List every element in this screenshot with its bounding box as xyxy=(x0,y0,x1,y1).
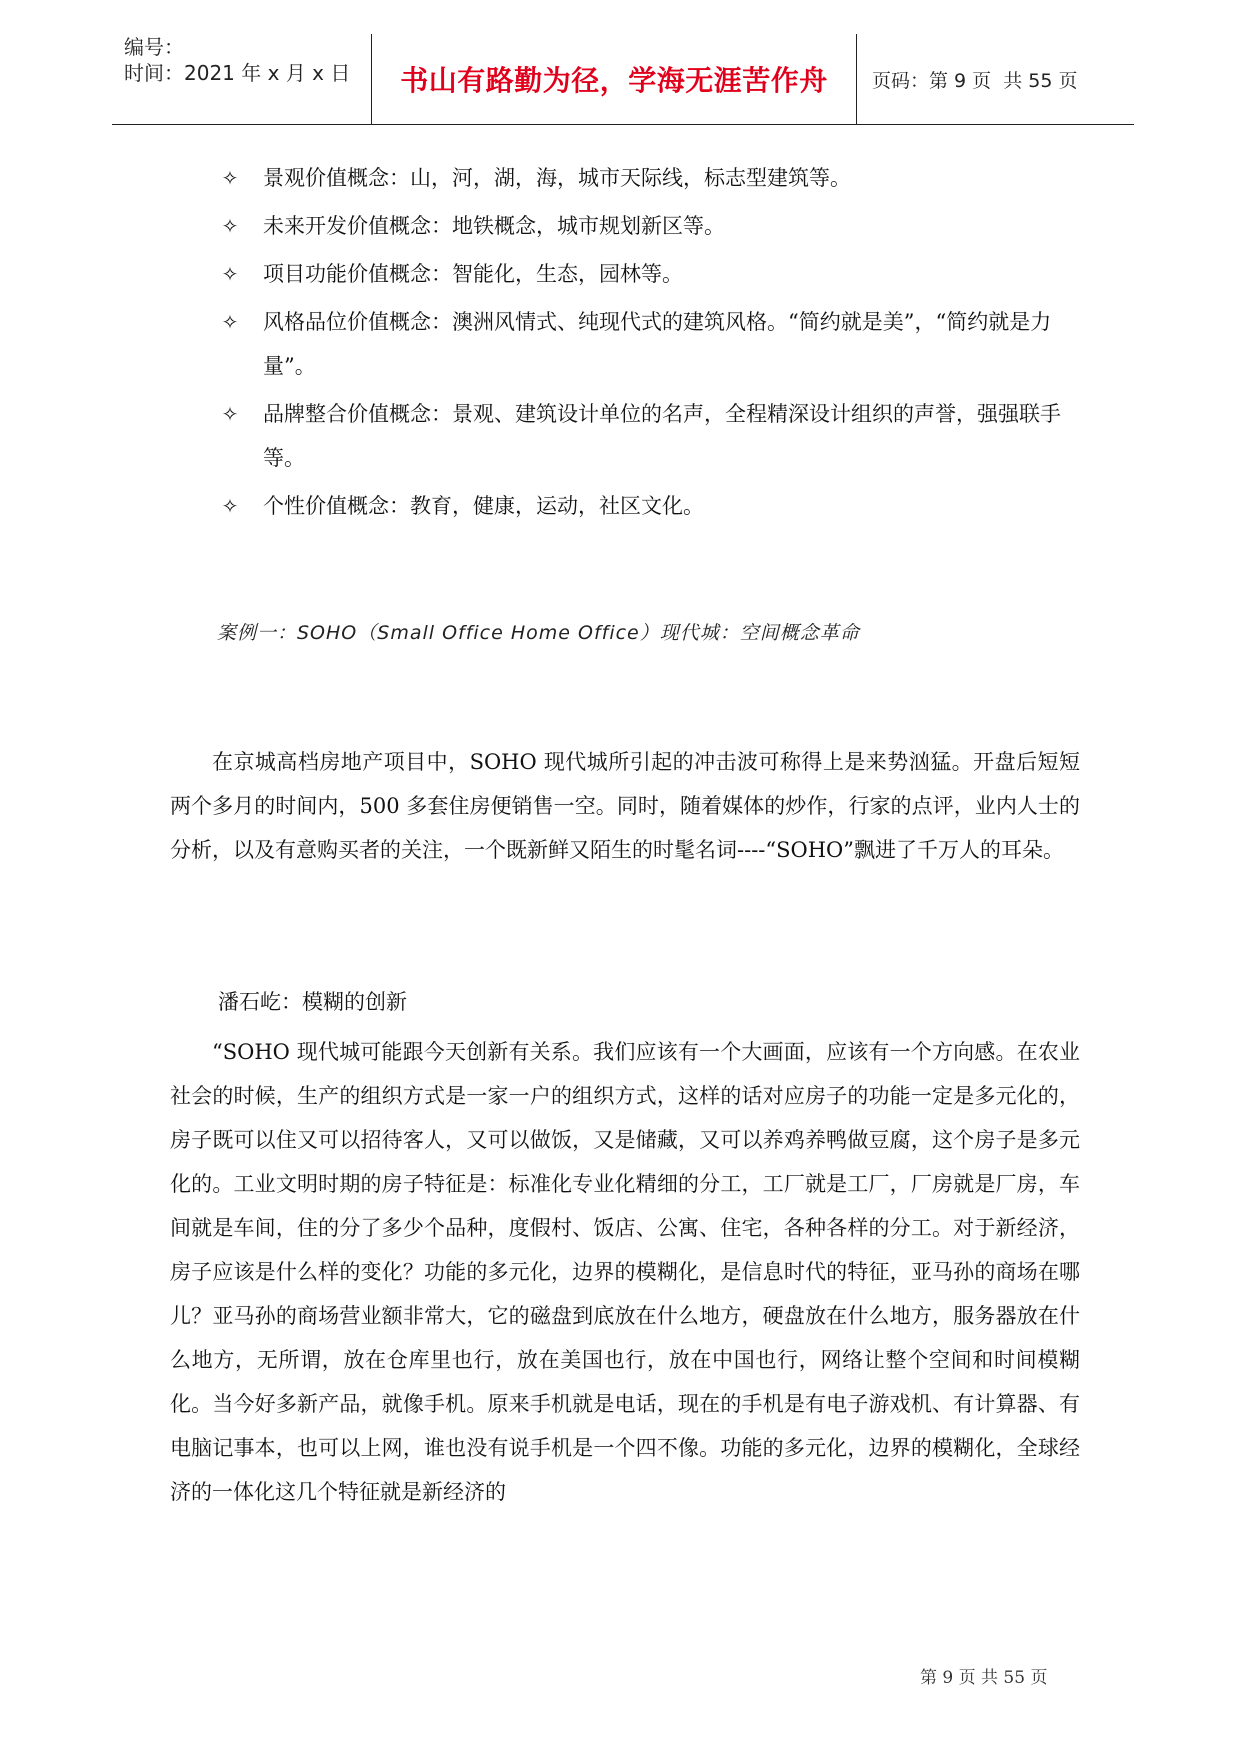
quote-paragraph: “SOHO 现代城可能跟今天创新有关系。我们应该有一个大画面，应该有一个方向感。在农业社会的时候，生产的组织方式是一家一户的组织方式，这样的话对应房子的功能一定是多元化的，房子既可以住又可以招待客人，又可以做饭，又是储藏，又可以养鸡养鸭做豆腐，这个房子是多元化的。工业文明时期的房子特征是：标准化专业化精细的分工，工厂就是工厂，厂房就是厂房，车间就是车间，住的分了多少个品种，度假村、饭店、公寓、住宅，各种各样的分工。对于新经济，房子应该是什么样的变化？功能的多元化，边界的模糊化，是信息时代的特征，亚马孙的商场在哪儿？亚马孙的商场营业额非常大，它的磁盘到底放在什么地方，硬盘放在什么地方，服务器放在什么地方，无所谓，放在仓库里也行，放在美国也行，放在中国也行，网络让整个空间和时间模糊化。当今好多新产品，就像手机。原来手机就是电话，现在的手机是有电子游戏机、有计算器、有电脑记事本，也可以上网，谁也没有说手机是一个四不像。功能的多元化，边界的模糊化，全球经济的一体化这几个特征就是新经济的 xyxy=(170,1040,1080,1504)
page-header xyxy=(112,34,1134,125)
page-footer: 第 9 页 共 55 页 xyxy=(920,1668,1048,1688)
list-item-text: 项目功能价值概念：智能化，生态，园林等。 xyxy=(263,262,683,286)
time-label: 时间：2021 年 x 月 x 日 xyxy=(124,61,351,85)
bullet-star-icon: ✧ xyxy=(221,214,239,238)
bullet-star-icon: ✧ xyxy=(221,310,239,334)
list-item xyxy=(218,484,1098,528)
list-item xyxy=(218,392,1098,480)
bullet-star-icon: ✧ xyxy=(221,262,239,286)
header-motto: 书山有路勤为径，学海无涯苦作舟 xyxy=(400,64,828,97)
header-page-code xyxy=(872,34,1078,124)
bullet-star-icon: ✧ xyxy=(221,402,239,426)
header-page-code-text: 页码：第 9 页 共 55 页 xyxy=(872,69,1078,92)
section-subheading: 潘石屹：模糊的创新 xyxy=(218,990,407,1014)
bullet-star-icon: ✧ xyxy=(221,166,239,190)
list-item-text: 个性价值概念：教育，健康，运动，社区文化。 xyxy=(263,494,704,518)
bullet-star-icon: ✧ xyxy=(221,494,239,518)
list-item xyxy=(218,252,1098,296)
doc-number-label: 编号： xyxy=(124,35,184,59)
value-concept-list xyxy=(218,156,1098,532)
case-study-title: 案例一：SOHO（Small Office Home Office）现代城：空间概念革命 xyxy=(217,622,860,644)
list-item-text: 未来开发价值概念：地铁概念，城市规划新区等。 xyxy=(263,214,725,238)
list-item xyxy=(218,156,1098,200)
intro-paragraph: 在京城高档房地产项目中，SOHO 现代城所引起的冲击波可称得上是来势汹猛。开盘后短短两个多月的时间内，500 多套住房便销售一空。同时，随着媒体的炒作，行家的点评，业内人士的分析，以及有意购买者的关注，一个既新鲜又陌生的时髦名词----“SOHO”飘进了千万人的耳朵。 xyxy=(170,750,1080,862)
list-item-text: 景观价值概念：山，河，湖，海，城市天际线，标志型建筑等。 xyxy=(263,166,851,190)
list-item-text: 风格品位价值概念：澳洲风情式、纯现代式的建筑风格。“简约就是美”，“简约就是力量”。 xyxy=(263,310,1052,378)
list-item-text: 品牌整合价值概念：景观、建筑设计单位的名声，全程精深设计组织的声誉，强强联手等。 xyxy=(263,402,1061,470)
list-item xyxy=(218,204,1098,248)
list-item xyxy=(218,300,1098,388)
header-divider-right xyxy=(856,34,857,124)
